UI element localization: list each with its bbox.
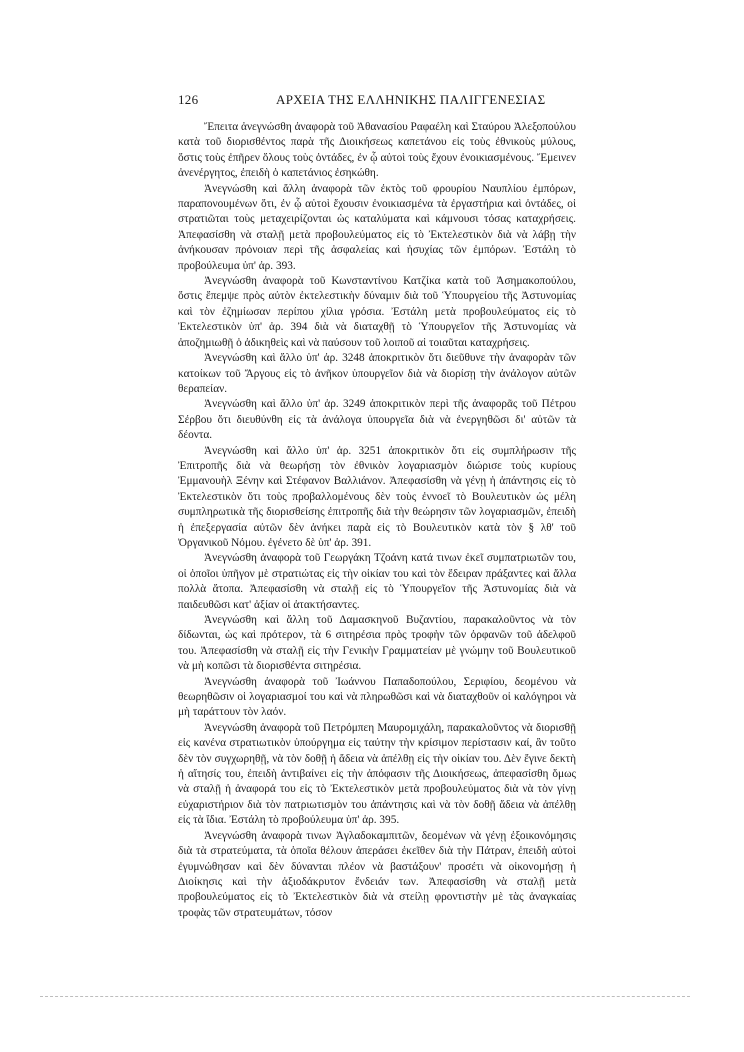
- paragraph: Ἀνεγνώσθη καὶ ἄλλη ἀναφορὰ τῶν ἐκτὸς τοῦ φρουρίου Ναυπλίου ἐμπόρων, παραπονουμένων ὅτι, ἐν ᾧ αὐτοὶ ἔχουσιν ἐνοικιασμένα τὰ ἐργαστήρια καὶ ὀντάδες, οἱ στρατιῶται τοὺς μεταχειρίζονται ὡς καταλύματα καὶ κάμνουσι τόσας καταχρήσεις. Ἀπεφασίσθη νὰ σταλῇ μετὰ προβουλεύματος εἰς τὸ Ἐκτελεστικὸν διὰ νὰ λάβῃ τὴν ἀνήκουσαν πρόνοιαν περὶ τῆς ἀσφαλείας καὶ ἡσυχίας τῶν ἐμπόρων. Ἐστάλη τὸ προβούλευμα ὑπ' ἀρ. 393.: [178, 182, 576, 272]
- paragraph: Ἀνεγνώσθη ἀναφορὰ τινων Ἀγλαδοκαμπιτῶν, δεομένων νὰ γένῃ ἐξοικονόμησις διὰ τὰ στρατεύματα, τὰ ὁποῖα θέλουν ἀπεράσει ἐκεῖθεν διὰ τὴν Πάτραν, ἐπειδὴ αὐτοὶ ἐγυμνώθησαν καὶ δὲν δύνανται πλέον νὰ βαστάξουν' προσέτι νὰ οἰκονομήσῃ ἡ Διοίκησις καὶ τὴν ἀξιοδάκρυτον ἔνδειάν των. Ἀπεφασίσθη νὰ σταλῇ μετὰ προβουλεύματος εἰς τὸ Ἐκτελεστικὸν διὰ νὰ στείλῃ φροντιστὴν μὲ τὰς ἀναγκαίας τροφὰς τῶν στρατευμάτων, τόσον: [178, 829, 576, 919]
- paragraph: Ἀνεγνώσθη ἀναφορὰ τοῦ Γεωργάκη Τζοάνη κατά τινων ἐκεῖ συμπατριωτῶν του, οἱ ὁποῖοι ὑπῆγον μὲ στρατιώτας εἰς τὴν οἰκίαν του καὶ τὸν ἔδειραν πράξαντες καὶ ἄλλα πολλὰ ἄτοπα. Ἀπεφασίσθη νὰ σταλῇ εἰς τὸ Ὑπουργεῖον τῆς Ἀστυνομίας διὰ νὰ παιδευθῶσι κατ' ἀξίαν οἱ ἀτακτήσαντες.: [178, 552, 576, 611]
- paragraph: Ἀνεγνώσθη ἀναφορὰ τοῦ Ἰωάννου Παπαδοπούλου, Σεριφίου, δεομένου νὰ θεωρηθῶσιν οἱ λογαριασμοί του καὶ νὰ πληρωθῶσι καὶ νὰ διαταχθοῦν οἱ καλόγηροι νὰ μὴ ταράττουν τὸν λαόν.: [178, 675, 576, 719]
- paragraph: Ἀνεγνώσθη καὶ ἄλλο ὑπ' ἀρ. 3251 ἀποκριτικὸν ὅτι εἰς συμπλήρωσιν τῆς Ἐπιτροπῆς διὰ νὰ θεωρήσῃ τὸν ἐθνικὸν λογαριασμὸν διώρισε τοὺς κυρίους Ἐμμανουὴλ Ξένην καὶ Στέφανον Βαλλιάνον. Ἀπεφασίσθη νὰ γένῃ ἡ ἀπάντησις εἰς τὸ Ἐκτελεστικὸν ὅτι τοὺς προβαλλομένους δὲν τοὺς ἐννοεῖ τὸ Βουλευτικὸν ὡς μέλη συμπληρωτικὰ τῆς διορισθείσης ἐπιτροπῆς διὰ τὴν θεώρησιν τῶν λογαριασμῶν, ἐπειδὴ ἡ ἐπεξεργασία αὐτῶν δὲν ἀνήκει παρὰ εἰς τὸ Βουλευτικὸν κατὰ τὸν § λθ' τοῦ Ὀργανικοῦ Νόμου. ἐγένετο δὲ ὑπ' ἀρ. 391.: [178, 444, 576, 549]
- paragraph: Ἀνεγνώσθη καὶ ἄλλο ὑπ' ἀρ. 3249 ἀποκριτικὸν περὶ τῆς ἀναφορᾶς τοῦ Πέτρου Σέρβου ὅτι διευθύνθη εἰς τὰ ἀνάλογα ὑπουργεῖα διὰ νὰ ἐνεργηθῶσι δι' αὐτῶν τὰ δέοντα.: [178, 398, 576, 442]
- paragraph: Ἀνεγνώσθη ἀναφορὰ τοῦ Κωνσταντίνου Κατζίκα κατὰ τοῦ Ἀσημακοπούλου, ὅστις ἔπεμψε πρὸς αὐτὸν ἐκτελεστικὴν δύναμιν διὰ τοῦ Ὑπουργείου τῆς Ἀστυνομίας καὶ τὸν ἐζημίωσαν περίπου χίλια γρόσια. Ἐστάλη μετὰ προβουλεύματος εἰς τὸ Ἐκτελεστικὸν ὑπ' ἀρ. 394 διὰ νὰ διαταχθῇ τὸ Ὑπουργεῖον τῆς Ἀστυνομίας νὰ ἀποζημιωθῇ ὁ ἀδικηθεὶς καὶ νὰ παύσουν τοῦ λοιποῦ αἱ τοιαῦται καταχρήσεις.: [178, 275, 576, 349]
- page-header: [178, 92, 571, 114]
- paragraph: Ἀνεγνώσθη καὶ ἄλλη τοῦ Δαμασκηνοῦ Βυζαντίου, παρακαλοῦντος νὰ τὸν δίδωνται, ὡς καὶ πρότερον, τὰ 6 σιτηρέσια πρὸς τροφὴν τῶν ὀρφανῶν τοῦ ἀδελφοῦ του. Ἀπεφασίσθη νὰ σταλῇ εἰς τὴν Γενικὴν Γραμματείαν μὲ γνώμην τοῦ Βουλευτικοῦ νὰ μὴ κοπῶσι τὰ διορισθέντα σιτηρέσια.: [178, 614, 576, 673]
- paragraph: Ἀνεγνώσθη καὶ ἄλλο ὑπ' ἀρ. 3248 ἀποκριτικὸν ὅτι διεῦθυνε τὴν ἀναφορὰν τῶν κατοίκων τοῦ Ἄργους εἰς τὸ ἀνῆκον ὑπουργεῖον διὰ νὰ διορίσῃ τὴν ἀνάλογον αὐτῶν θεραπείαν.: [178, 352, 576, 395]
- page-body: [178, 120, 576, 921]
- page-number: 126: [178, 92, 199, 107]
- running-title: ΑΡΧΕΙΑ ΤΗΣ ΕΛΛΗΝΙΚΗΣ ΠΑΛΙΓΓΕΝΕΣΙΑΣ: [276, 92, 546, 107]
- scan-edge-divider: [40, 996, 690, 997]
- paragraph: Ἀνεγνώσθη ἀναφορὰ τοῦ Πετρόμπεη Μαυρομιχάλη, παρακαλοῦντος νὰ διορισθῇ εἰς κανένα στρατιωτικὸν ὑπούργημα εἰς ταύτην τὴν κρίσιμον περίστασιν καί, ἂν τοῦτο δὲν τὸν συγχωρηθῇ, νὰ τὸν δοθῇ ἡ ἄδεια νὰ ἀπέλθῃ εἰς τὴν οἰκίαν του. Δὲν ἔγινε δεκτὴ ἡ αἴτησίς του, ἐπειδὴ ἀντιβαίνει εἰς τὴν ἀπόφασιν τῆς Διοικήσεως, ἀπεφασίσθη ὅμως νὰ σταλῇ ἡ ἀναφορά του εἰς τὸ Ἐκτελεστικὸν μετὰ προβουλεύματος διὰ νὰ τὸν γίνῃ εὐχαριστήριον διὰ τὸν πατριωτισμὸν του ἀπάντησις καὶ νὰ τὸν δοθῇ ἄδεια νὰ ἀπέλθῃ εἰς τὰ ἴδια. Ἐστάλη τὸ προβούλευμα ὑπ' ἀρ. 395.: [178, 721, 576, 827]
- paragraph: Ἔπειτα ἀνεγνώσθη ἀναφορὰ τοῦ Ἀθανασίου Ραφαέλη καὶ Σταύρου Ἀλεξοπούλου κατὰ τοῦ διορισθέντος παρὰ τῆς Διοικήσεως καπετάνου εἰς τοὺς ἐθνικοὺς μύλους, ὅστις τοὺς ἐπῆρεν ὅλους τοὺς ὀντάδες, ἐν ᾧ αὐτοὶ τοὺς ἔχουν ἐνοικιασμένους. Ἔμεινεν ἀνενέργητος, ἐπειδὴ ὁ καπετάνιος ἐσηκώθη.: [178, 121, 576, 180]
